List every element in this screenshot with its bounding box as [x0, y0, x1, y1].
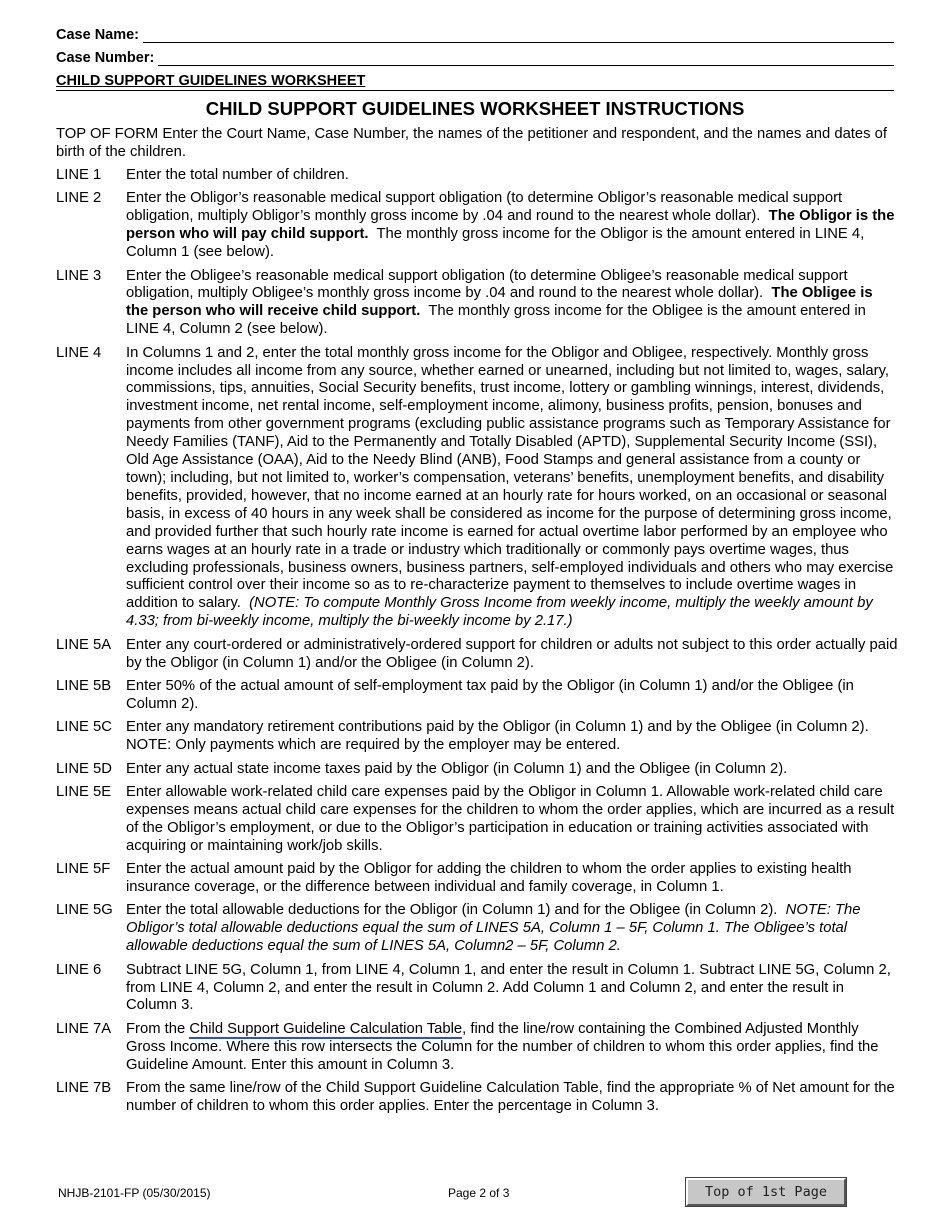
line-text: In Columns 1 and 2, enter the total monthly gross income for the Obligor and Obligee, respectively. Monthly gross income includes all income from any source, whether earned or unearned, including but not limited to, wages, salary, commissions, tips, annuities, Social Security benefits, trust income, lottery or gambling winnings, interest, dividends, investment income, net rental income, self-employment income, alimony, business profits, pension, bonuses and payments from other government programs (excluding public assistance programs such as Temporary Assistance for Needy Families (TANF), Aid to the Permanently and Totally Disabled (APTD), Supplemental Security Income (SSI), Old Age Assistance (OAA), Aid to the Needy Blind (ANB), Food Stamps and general assistance from a county or town); including, but not limited to, worker’s compensation, veterans’ benefits, unemployment benefits, and disability benefits, provided, however, that no income earned at an hourly rate for hours worked, on an occasional or seasonal basis, in excess of 40 hours in any week shall be considered as income for the purpose of determining gross income, and provided further that such hourly rate income is earned for actual overtime labor performed by an employee who earns wages at an hourly rate in a trade or industry which traditionally or commonly pays overtime wages, thus excluding professionals, business owners, business partners, self-employed individuals and others who may exercise sufficient control over their income so as to re-characterize payment to themselves to include overtime wages in addition to salary.: [126, 344, 894, 612]
line-text: Subtract LINE 5G, Column 1, from LINE 4, Column 1, and enter the result in Column 1. Subtract LINE 5G, Column 2, from LINE 4, Column 2, and enter the result in Column 2. Add Column 1 and Column 2, and enter the result in Column 3.: [126, 961, 891, 1014]
top-of-first-page-button[interactable]: Top of 1st Page: [686, 1178, 846, 1206]
instruction-line-5c: [56, 719, 898, 755]
form-code: NHJB-2101-FP (05/30/2015): [58, 1186, 211, 1200]
line-text: From the same line/row of the Child Support Guideline Calculation Table, find the appropriate % of Net amount for the number of children to whom this order applies. Enter the percentage in Column 3.: [126, 1080, 895, 1114]
instruction-line-2: [56, 190, 898, 262]
instruction-line-6: [56, 962, 898, 1016]
line-label: LINE 5F: [56, 861, 111, 878]
case-number-label: Case Number:: [56, 50, 155, 66]
instruction-lines: [56, 167, 898, 1121]
instruction-line-5d: [56, 761, 898, 779]
line-text: Enter the total number of children.: [126, 167, 349, 183]
line-text-after: The monthly gross income for the Obligee is the amount entered in LINE 4, Column 2 (see below).: [126, 303, 866, 338]
case-name-label: Case Name:: [56, 27, 140, 43]
line-text-before: From the: [126, 1020, 186, 1037]
line-label: LINE 5B: [56, 677, 112, 694]
line-text: Enter allowable work-related child care expenses paid by the Obligor in Column 1. Allowable work-related child care expenses means actual child care expenses for the children to whom the order applies, which are incurred as a result of the Obligor’s employment, or due to the Obligor’s participation in education or training activities associated with acquiring or maintaining work/job skills.: [126, 784, 895, 854]
case-name-field[interactable]: [143, 28, 894, 43]
line-label: LINE 7B: [56, 1080, 112, 1097]
page-title: CHILD SUPPORT GUIDELINES WORKSHEET INSTRUCTIONS: [205, 98, 745, 119]
line-text: Enter any mandatory retirement contributions paid by the Obligor (in Column 1) and by the Obligee (in Column 2). NOTE: Only payments which are required by the employer may be entered.: [126, 719, 869, 754]
line-label: LINE 3: [56, 267, 102, 284]
instruction-line-5f: [56, 861, 898, 897]
line-label: LINE 2: [56, 190, 102, 207]
line-text: Enter 50% of the actual amount of self-employment tax paid by the Obligor (in Column 1) and/or the Obligee (in Column 2).: [126, 677, 854, 712]
line-text: , find the line/row containing the Combined Adjusted Monthly Gross Income. Where this row intersects the Column for the number of children to whom this order applies, find the Guideline Amount. Enter this amount in Column 3.: [126, 1020, 879, 1073]
line-label: LINE 5D: [56, 760, 112, 777]
line-label: LINE 1: [56, 167, 102, 183]
case-name-row: [56, 27, 894, 43]
line-text: Enter the Obligor’s reasonable medical support obligation (to determine Obligor’s reasonable medical support obligation, multiply Obligor’s monthly gross income by .04 and round to the nearest whole dollar).: [126, 190, 843, 225]
line-bold-text: The Obligor is the person who will pay child support.: [126, 208, 895, 243]
line-label: LINE 7A: [56, 1020, 112, 1037]
instruction-line-7b: [56, 1080, 898, 1116]
instruction-line-7a: [56, 1021, 898, 1075]
line-text: Enter any actual state income taxes paid by the Obligor (in Column 1) and the Obligee (in Column 2).: [126, 760, 788, 777]
instruction-line-5g: [56, 902, 898, 956]
line-label: LINE 5C: [56, 719, 112, 736]
instruction-line-5a: [56, 637, 898, 673]
calculation-table-link[interactable]: Child Support Guideline Calculation Table: [189, 1020, 463, 1037]
line-text-after: The monthly gross income for the Obligor is the amount entered in LINE 4, Column 1 (see below).: [126, 226, 865, 261]
line-label: LINE 5G: [56, 902, 113, 919]
instruction-line-1: [56, 167, 898, 185]
instruction-line-3: [56, 268, 898, 340]
line-text: Enter the actual amount paid by the Obligor for adding the children to whom the order applies to existing health insurance coverage, or the difference between individual and family coverage, in Column 1.: [126, 861, 852, 896]
case-number-row: [56, 50, 894, 66]
line-text: Enter any court-ordered or administratively-ordered support for children or adults not subject to this order actually paid by the Obligor (in Column 1) and/or the Obligee (in Column 2).: [126, 636, 898, 671]
line-label: LINE 5A: [56, 636, 112, 653]
line-text: Enter the Obligee’s reasonable medical support obligation (to determine Obligee’s reasonable medical support obligation, multiply Obligee’s monthly gross income by .04 and round to the nearest whole dollar).: [126, 267, 848, 302]
line-label: LINE 6: [56, 961, 102, 978]
instruction-line-5e: [56, 784, 898, 856]
form-subtitle: CHILD SUPPORT GUIDELINES WORKSHEET: [56, 73, 894, 91]
line-note: (NOTE: To compute Monthly Gross Income from weekly income, multiply the weekly amount by 4.33; from bi-weekly income, multiply the bi-weekly income by 2.17.): [126, 595, 873, 630]
intro-paragraph: TOP OF FORM Enter the Court Name, Case Number, the names of the petitioner and respondent, and the names and dates of birth of the children.: [56, 126, 887, 160]
line-note: NOTE: The Obligor’s total allowable deductions equal the sum of LINES 5A, Column 1 – 5F, Column 1. The Obligee’s total allowable deductions equal the sum of LINES 5A, Column2 – 5F, Column 2.: [126, 902, 861, 955]
line-label: LINE 5E: [56, 784, 112, 800]
case-number-field[interactable]: [158, 51, 894, 66]
line-text: Enter the total allowable deductions for the Obligor (in Column 1) and for the Obligee (in Column 2).: [126, 902, 778, 919]
line-label: LINE 4: [56, 344, 102, 361]
page-number: Page 2 of 3: [448, 1186, 510, 1200]
line-bold-text: The Obligee is the person who will receive child support.: [126, 285, 873, 320]
instruction-line-4: [56, 345, 898, 632]
instruction-line-5b: [56, 678, 898, 714]
